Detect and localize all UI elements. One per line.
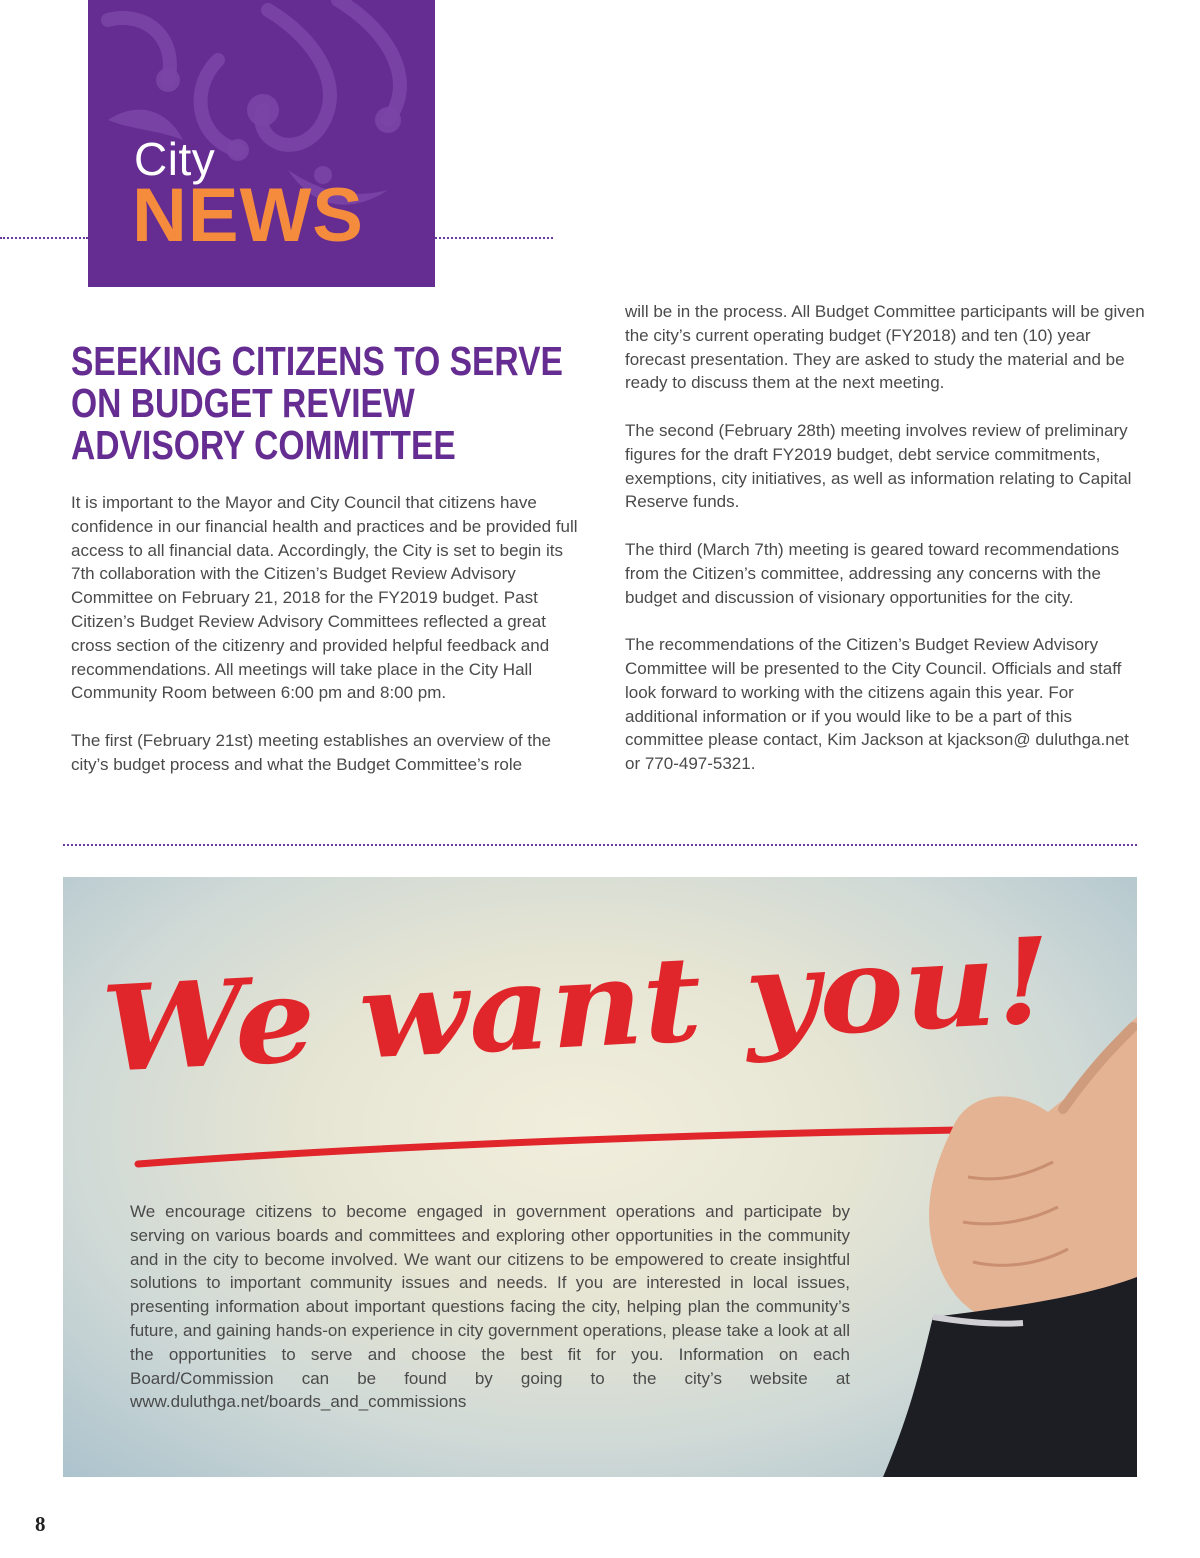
article-paragraph: The third (March 7th) meeting is geared toward recommendations from the Citizen’s committee, addressing any concerns with the budget and discussion of visionary opportunities for the city. [625, 539, 1120, 607]
banner-script-text: We want you! [98, 913, 989, 1100]
article-paragraph: The second (February 28th) meeting involves review of preliminary figures for the draft FY2019 budget, debt service commitments, exemptions, city initiatives, as well as information relating to Capital Reserve funds. [625, 420, 1132, 512]
section-masthead [88, 0, 435, 287]
masthead-city: City [134, 133, 216, 185]
section-divider [63, 844, 1137, 846]
page-number: 8 [35, 1512, 46, 1536]
article-column-right [625, 300, 1145, 800]
article-column-left [71, 491, 591, 800]
article-paragraph: The first (February 21st) meeting establishes an overview of the city’s budget process and what the Budget Committee’s role [71, 730, 551, 774]
article-headline: SEEKING CITIZENS TO SERVE ON BUDGET REVIEW ADVISORY COMMITTEE [71, 338, 563, 468]
top-rule-left [0, 237, 88, 239]
article-paragraph: will be in the process. All Budget Committee participants will be given the city’s current operating budget (FY2018) and ten (10) year forecast presentation. They are asked to study the material and be ready to discuss them at the next meeting. [625, 302, 1145, 393]
top-rule-right [435, 237, 553, 239]
masthead-news: NEWS [132, 173, 364, 258]
banner-body-text: We encourage citizens to become engaged in government operations and participate by serving on various boards and committees and exploring other opportunities in the community and in the city to become involved. We want our citizens to be empowered to create insightful solutions to important community issues and needs. If you are interested in local issues, presenting information about important questions facing the city, helping plan the community’s future, and gaining hands-on experience in city government operations, please take a look at all the opportunities to serve and choose the best fit for you. Information on each Board/Commission can be found by going to the city’s website at www.duluthga.net/boards_and_commissions [130, 1202, 850, 1412]
we-want-you-banner [63, 877, 1137, 1477]
article-paragraph: The recommendations of the Citizen’s Budget Review Advisory Committee will be presented to the City Council. Officials and staff look forward to working with the citizens again this year. For additional information or if you would like to be a part of this committee please contact, Kim Jackson at kjackson@ duluthga.net or 770-497-5321. [625, 635, 1129, 774]
article-paragraph: It is important to the Mayor and City Council that citizens have confidence in our financial health and practices and be provided full access to all financial data. Accordingly, the City is set to begin its 7th collaboration with the Citizen’s Budget Review Advisory Committee on February 21, 2018 for the FY2019 budget. Past Citizen’s Budget Review Advisory Committees reflected a great cross section of the citizenry and provided helpful feedback and recommendations. All meetings will take place in the City Hall Community Room between 6:00 pm and 8:00 pm. [71, 493, 578, 703]
